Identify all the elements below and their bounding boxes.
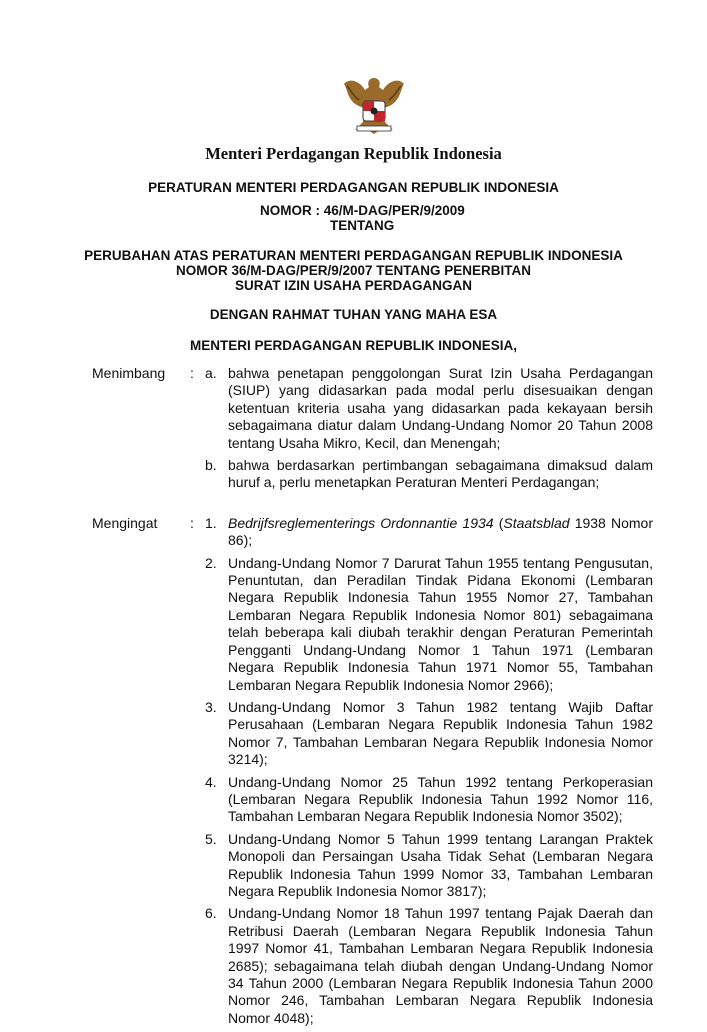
- item-text: Undang-Undang Nomor 7 Darurat Tahun 1955 tentang Pengusutan, Penuntutan, dan Peradilan Tindak Pidana Ekonomi (Lembaran Negara Republik Indonesia Tahun 1955 Nomor 27, Tambahan Lembaran Negara Republik Indonesia Nomor 801) sebagaimana telah beberapa kali diubah terakhir dengan Peraturan Pemerintah Pengganti Undang-Undang Nomor 1 Tahun 1971 (Lembaran Negara Republik Indonesia Tahun 1971 Nomor 55, Tambahan Lembaran Negara Republik Indonesia Nomor 2966);: [228, 554, 653, 693]
- italic-staatsblad: Staatsblad: [503, 514, 570, 531]
- garuda-emblem: [341, 74, 407, 143]
- item-number: 5.: [205, 830, 217, 847]
- item-text: bahwa penetapan penggolongan Surat Izin Usaha Perdagangan (SIUP) yang didasarkan pada modal perlu disesuaikan dengan ketentuan kriteria usaha yang didasarkan pada kekayaan bersih sebagaimana diatur dalam Undang-Undang Nomor 20 Tahun 2008 tentang Usaha Mikro, Kecil, dan Menengah;: [228, 365, 653, 451]
- regulation-number: NOMOR : 46/M-DAG/PER/9/2009: [260, 203, 465, 218]
- subject-line-3: SURAT IZIN USAHA PERDAGANGAN: [234, 278, 472, 293]
- blessing: DENGAN RAHMAT TUHAN YANG MAHA ESA: [209, 307, 498, 322]
- italic-ordinance: Bedrijfsreglementerings Ordonnantie 1934: [228, 514, 494, 531]
- item-number: 4.: [205, 773, 217, 790]
- item-text: Undang-Undang Nomor 18 Tahun 1997 tentang Pajak Daerah dan Retribusi Daerah (Lembaran Negara Republik Indonesia Tahun 1997 Nomor 41, Tambahan Lembaran Negara Republik Indonesia 2685); sebagaimana telah diubah dengan Undang-Undang Nomor 34 Tahun 2000 (Lembaran Negara Republik Indonesia Tahun 2000 Nomor 246, Tambahan Lembaran Negara Republik Indonesia Nomor 4048);: [228, 905, 653, 1026]
- item-number: b.: [205, 457, 217, 474]
- mengingat-items: [205, 515, 653, 1032]
- regulation-title: PERATURAN MENTERI PERDAGANGAN REPUBLIK INDONESIA: [148, 180, 559, 195]
- mengingat-colon: :: [190, 514, 194, 531]
- mengingat-item-1: [205, 515, 653, 550]
- item-number: a.: [205, 365, 217, 381]
- menimbang-item-a: [205, 365, 653, 452]
- mengingat-item-6: [205, 905, 653, 1027]
- item-text: Undang-Undang Nomor 25 Tahun 1992 tentang Perkoperasian (Lembaran Negara Republik Indonesia Tahun 1992 Nomor 116, Tambahan Lembaran Negara Republik Indonesia Nomor 3502);: [228, 773, 653, 825]
- mengingat-label: Mengingat: [92, 514, 158, 531]
- menimbang-item-b: [205, 457, 653, 492]
- mengingat-item-4: [205, 774, 653, 826]
- issuer: MENTERI PERDAGANGAN REPUBLIK INDONESIA,: [189, 338, 518, 353]
- minister-title: Menteri Perdagangan Republik Indonesia: [205, 144, 502, 163]
- item-number: 6.: [205, 905, 217, 922]
- text-part: 1938 Nomor 86);: [228, 514, 653, 549]
- subject-line-2: NOMOR 36/M-DAG/PER/9/2007 TENTANG PENERBITAN: [175, 263, 532, 278]
- menimbang-items: [205, 365, 653, 497]
- item-number: 2.: [205, 554, 217, 571]
- about-label: TENTANG: [330, 218, 395, 233]
- text-part: (: [493, 514, 504, 531]
- menimbang-label: Menimbang: [92, 365, 166, 381]
- item-text: Undang-Undang Nomor 5 Tahun 1999 tentang Larangan Praktek Monopoli dan Persaingan Usaha Tidak Sehat (Lembaran Negara Republik Indonesia Tahun 1999 Nomor 33, Tambahan Lembaran Negara Republik Indonesia Nomor 3817);: [228, 830, 653, 899]
- menimbang-section: [92, 365, 653, 497]
- mengingat-item-5: [205, 831, 653, 901]
- item-number: 1.: [205, 514, 217, 531]
- menimbang-colon: :: [190, 365, 194, 381]
- regulation-body: [92, 365, 653, 1032]
- mengingat-section: [92, 515, 653, 1032]
- mengingat-item-2: [205, 555, 653, 694]
- item-text: Undang-Undang Nomor 3 Tahun 1982 tentang Wajib Daftar Perusahaan (Lembaran Negara Republik Indonesia Tahun 1982 Nomor 7, Tambahan Lembaran Negara Republik Indonesia Nomor 3214);: [228, 698, 653, 768]
- mengingat-item-3: [205, 699, 653, 769]
- item-number: 3.: [205, 698, 217, 715]
- item-text: bahwa berdasarkan pertimbangan sebagaimana dimaksud dalam huruf a, perlu menetapkan Peraturan Menteri Perdagangan;: [228, 457, 653, 491]
- subject-line-1: PERUBAHAN ATAS PERATURAN MENTERI PERDAGANGAN REPUBLIK INDONESIA: [84, 248, 623, 263]
